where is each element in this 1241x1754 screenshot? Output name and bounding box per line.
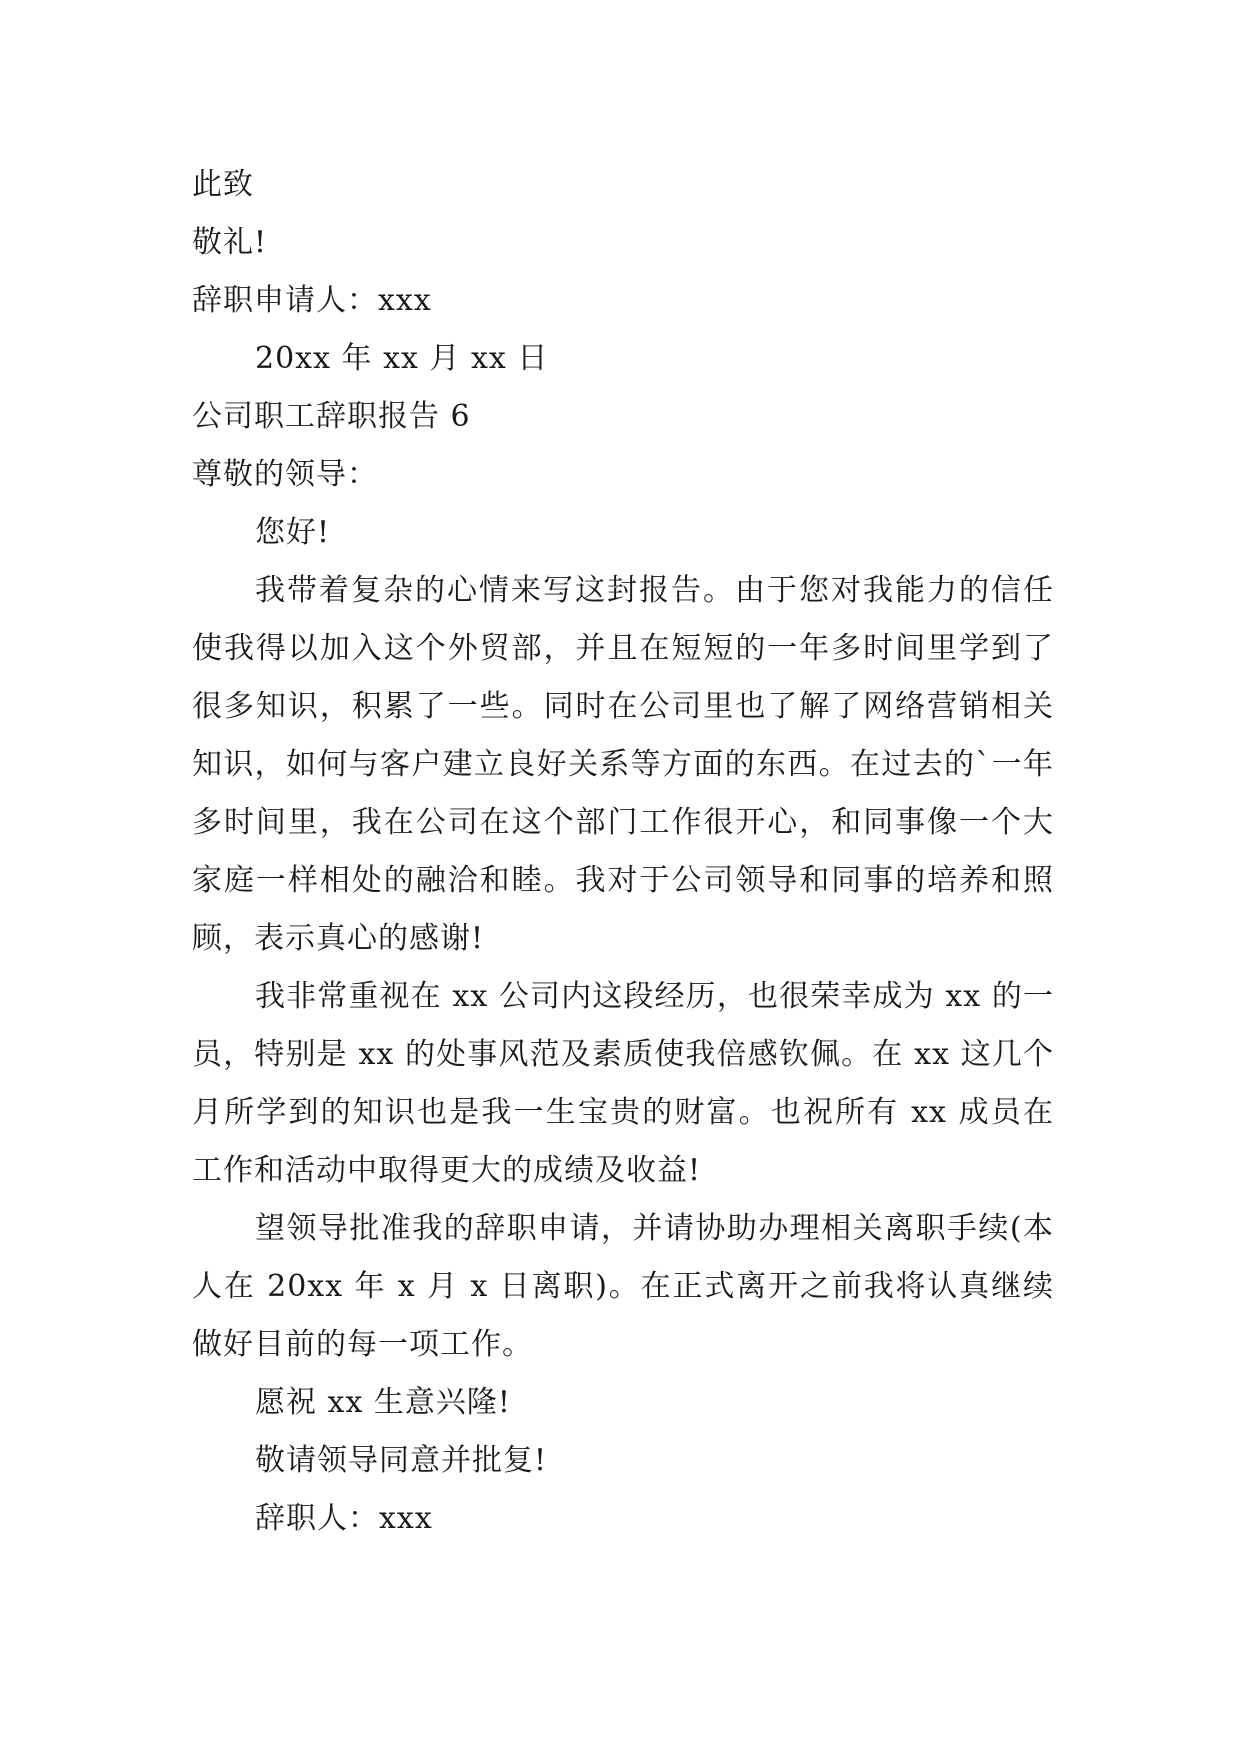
report-title: 公司职工辞职报告 6 [192,399,471,434]
closing-regards: 敬礼! [192,225,268,260]
signature-date: 20xx 年 xx 月 xx 日 [255,341,549,376]
report-signature: 辞职人：xxx [255,1501,433,1536]
report-wish: 愿祝 xx 生意兴隆! [255,1385,511,1420]
closing-salutation: 此致 [192,167,254,202]
report-greeting: 您好! [255,515,331,550]
report-addressee: 尊敬的领导： [192,457,378,492]
document-body [192,156,1054,1548]
applicant-signature: 辞职申请人：xxx [192,283,432,318]
body-paragraph: 我非常重视在 xx 公司内这段经历，也很荣幸成为 xx 的一员，特别是 xx 的处事风范及素质使我倍感钦佩。在 xx 这几个月所学到的知识也是我一生宝贵的财富。也祝所有 xx 成员在工作和活动中取得更大的成绩及收益! [192,979,1054,1188]
body-paragraph: 我带着复杂的心情来写这封报告。由于您对我能力的信任使我得以加入这个外贸部，并且在短短的一年多时间里学到了很多知识，积累了一些。同时在公司里也了解了网络营销相关知识，如何与客户建立良好关系等方面的东西。在过去的`一年多时间里，我在公司在这个部门工作很开心，和同事像一个大家庭一样相处的融洽和睦。我对于公司领导和同事的培养和照顾，表示真心的感谢! [192,573,1054,956]
report-request: 敬请领导同意并批复! [255,1443,548,1478]
body-paragraph: 望领导批准我的辞职申请，并请协助办理相关离职手续(本人在 20xx 年 x 月 x 日离职)。在正式离开之前我将认真继续做好目前的每一项工作。 [192,1211,1054,1362]
